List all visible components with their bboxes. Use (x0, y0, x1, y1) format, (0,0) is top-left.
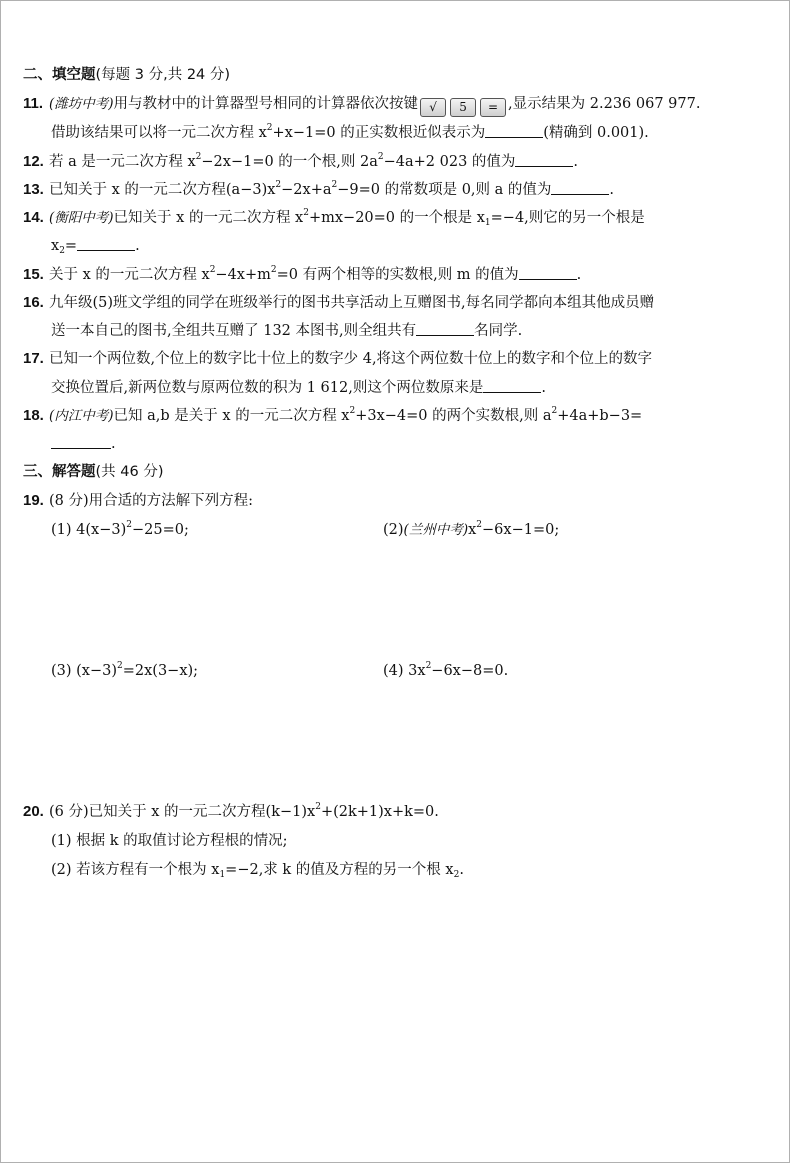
question-text: 已知关于 x 的一元二次方程(a−3)x (49, 182, 276, 198)
question-19-part-4 (383, 661, 508, 681)
question-text: =2x(3−x); (122, 663, 199, 679)
subscript: 2 (59, 246, 65, 256)
sqrt-key-icon: √ (420, 98, 446, 117)
exponent: 2 (315, 802, 321, 812)
question-19-part-2 (383, 520, 559, 540)
answer-blank[interactable] (77, 236, 135, 251)
question-text: 借助该结果可以将一元二次方程 x (51, 125, 267, 141)
question-text: (6 分)已知关于 x 的一元二次方程(k−1)x (49, 804, 316, 820)
question-source: (衡阳中考) (49, 210, 114, 226)
exponent: 2 (349, 406, 356, 416)
exponent: 2 (126, 520, 132, 530)
question-number: 13. (23, 181, 44, 198)
answer-blank[interactable] (515, 152, 573, 167)
question-11-line-2 (51, 123, 649, 143)
question-text: =−4,则它的另一个根是 (490, 210, 645, 226)
exponent: 2 (209, 265, 216, 275)
question-text: . (576, 267, 582, 283)
question-text: 九年级(5)班文学组的同学在班级举行的图书共享活动上互赠图书,每名同学都向本组其他成员赠 (49, 295, 655, 311)
exponent: 2 (303, 208, 309, 218)
question-14-line-2 (51, 236, 140, 256)
question-text: . (541, 380, 546, 396)
question-16-line-2 (51, 321, 522, 341)
question-text: −4a+2 023 的值为 (383, 154, 516, 170)
question-text: −4x+m (215, 267, 271, 283)
question-18 (23, 406, 642, 426)
question-14 (23, 208, 645, 228)
question-text: =0 有两个相等的实数根,则 m 的值为 (276, 267, 519, 283)
question-text: 关于 x 的一元二次方程 x (49, 267, 210, 283)
question-19-part-1 (51, 520, 189, 540)
exponent: 2 (377, 152, 384, 162)
question-text: +4a+b−3= (557, 408, 643, 424)
question-text: 已知 a,b 是关于 x 的一元二次方程 x (113, 408, 350, 424)
question-20-part-1 (51, 831, 288, 851)
question-text: +mx−20=0 的一个根是 x (308, 210, 485, 226)
question-text: . (111, 436, 116, 452)
section-2-title: 二、填空题 (23, 67, 96, 83)
question-17-line-2 (51, 378, 546, 398)
question-text: . (459, 862, 464, 878)
subscript: 1 (219, 870, 226, 880)
question-text: (精确到 0.001). (543, 125, 649, 141)
answer-blank[interactable] (483, 378, 541, 393)
question-20-part-2 (51, 860, 464, 880)
question-number: 17. (23, 350, 44, 367)
question-text: −25=0; (131, 522, 189, 538)
question-text: 用与教材中的计算器型号相同的计算器依次按键 (113, 96, 419, 112)
exponent: 2 (425, 661, 432, 671)
answer-blank[interactable] (51, 434, 111, 449)
question-text: 交换位置后,新两位数与原两位数的积为 1 612,则这个两位数原来是 (51, 380, 484, 396)
question-text: 已知关于 x 的一元二次方程 x (113, 210, 304, 226)
question-18-line-2 (51, 434, 116, 454)
equals-key-icon: = (480, 98, 506, 117)
question-11 (23, 94, 700, 117)
question-text: −6x−1=0; (482, 522, 560, 538)
question-20 (23, 802, 439, 822)
question-number: 11. (23, 95, 44, 112)
question-19 (23, 491, 253, 511)
question-text: −6x−8=0. (431, 663, 509, 679)
question-source: (内江中考) (49, 408, 114, 424)
question-text: ,显示结果为 2.236 067 977. (508, 96, 701, 112)
question-text: (3) (x−3) (51, 663, 118, 679)
question-text: +3x−4=0 的两个实数根,则 a (355, 408, 552, 424)
question-text: . (573, 154, 579, 170)
question-17 (23, 349, 652, 369)
answer-blank[interactable] (416, 321, 474, 336)
section-2-note: (每题 3 分,共 24 分) (95, 67, 231, 83)
section-3-title: 三、解答题 (23, 464, 96, 480)
subscript: 2 (453, 870, 460, 880)
question-text: (2) (383, 522, 404, 538)
question-text: 送一本自己的图书,全组共互赠了 132 本图书,则全组共有 (51, 323, 417, 339)
subscript: 1 (484, 218, 491, 228)
question-text: −2x−1=0 的一个根,则 2a (201, 154, 378, 170)
section-3-note: (共 46 分) (95, 464, 164, 480)
section-2-header (23, 65, 230, 85)
question-12 (23, 152, 578, 172)
question-13 (23, 180, 614, 200)
question-19-part-3 (51, 661, 198, 681)
question-text: . (135, 238, 140, 254)
question-text: 若 a 是一元二次方程 x (49, 154, 196, 170)
question-text: x (468, 522, 477, 538)
answer-blank[interactable] (519, 265, 577, 280)
answer-blank[interactable] (551, 180, 609, 195)
question-text: 名同学. (474, 323, 523, 339)
question-source: (兰州中考) (403, 522, 469, 538)
question-text: −9=0 的常数项是 0,则 a 的值为 (337, 182, 552, 198)
question-text: (2) 若该方程有一个根为 x (51, 862, 220, 878)
exponent: 2 (476, 520, 483, 530)
section-3-header (23, 462, 163, 482)
question-text: (1) 根据 k 的取值讨论方程根的情况; (51, 833, 288, 849)
exponent: 2 (275, 180, 282, 190)
exponent: 2 (270, 265, 277, 275)
question-source: (潍坊中考) (49, 96, 114, 112)
question-number: 19. (23, 492, 44, 509)
question-text: . (609, 182, 615, 198)
question-text: x (51, 238, 60, 254)
question-16 (23, 293, 654, 313)
question-number: 12. (23, 153, 44, 170)
question-text: (8 分)用合适的方法解下列方程: (49, 493, 254, 509)
question-number: 18. (23, 407, 44, 424)
question-text: +x−1=0 的正实数根近似表示为 (272, 125, 486, 141)
exponent: 2 (551, 406, 558, 416)
question-text: (1) 4(x−3) (51, 522, 127, 538)
question-number: 16. (23, 294, 44, 311)
five-key-icon: 5 (450, 98, 476, 117)
exponent: 2 (266, 123, 273, 133)
question-text: (4) 3x (383, 663, 426, 679)
question-text: =−2,求 k 的值及方程的另一个根 x (225, 862, 454, 878)
question-text: 已知一个两位数,个位上的数字比十位上的数字少 4,将这个两位数十位上的数字和个位上的数字 (49, 351, 653, 367)
exponent: 2 (117, 661, 123, 671)
answer-blank[interactable] (485, 123, 543, 138)
exponent: 2 (195, 152, 202, 162)
question-text: = (64, 238, 78, 254)
question-number: 20. (23, 803, 44, 820)
question-15 (23, 265, 581, 285)
exponent: 2 (331, 180, 338, 190)
question-number: 14. (23, 209, 44, 226)
question-number: 15. (23, 266, 44, 283)
question-text: +(2k+1)x+k=0. (320, 804, 439, 820)
question-text: −2x+a (281, 182, 332, 198)
